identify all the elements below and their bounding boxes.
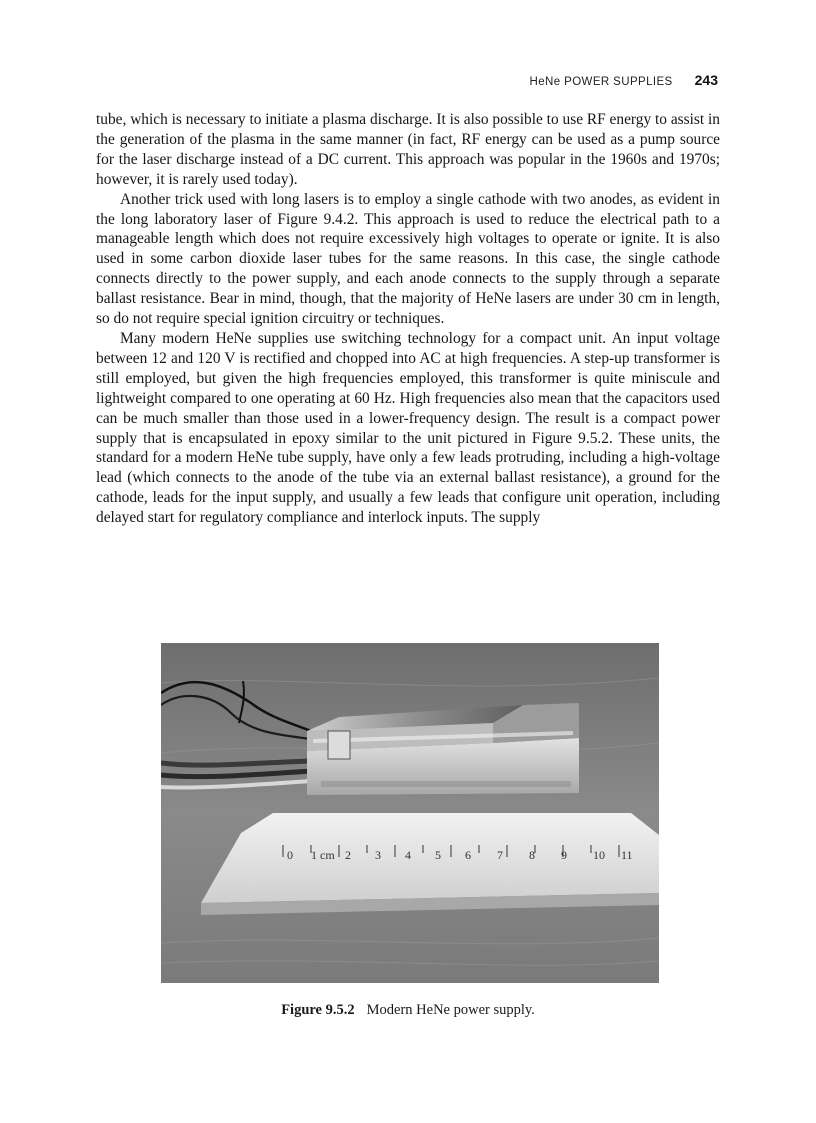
figure-label: Figure 9.5.2 — [281, 1002, 355, 1018]
ruler — [201, 813, 659, 915]
paragraph-3: Many modern HeNe supplies use switching technology for a compact unit. An input voltage between 12 and 120 V is rectified and chopped into AC at high frequencies. A step-up transformer is still employed, but given the high frequencies employed, this transformer is quite miniscule and lightweight compared to one operating at 60 Hz. High frequencies also mean that the capacitors used can be much smaller than those used in a lower-frequency design. The result is a compact power supply that is encapsulated in epoxy similar to the unit pictured in Figure 9.5.2. These units, the standard for a modern HeNe tube supply, have only a few leads protruding, including a high-voltage lead (which connects to the anode of the tube via an external ballast resistance), a ground for the cathode, leads for the input supply, and usually a few leads that configure unit operation, including delayed start for regulatory compliance and interlock inputs. The supply — [96, 329, 720, 527]
figure-caption — [96, 1002, 720, 1019]
ruler-mark: 11 — [621, 848, 633, 862]
ruler-mark: 4 — [405, 848, 411, 862]
ruler-mark: 9 — [561, 848, 567, 862]
ruler-mark: 10 — [593, 848, 605, 862]
running-title: HeNe POWER SUPPLIES — [529, 76, 673, 88]
page-number: 243 — [694, 72, 718, 88]
body-text — [96, 110, 720, 528]
ruler-mark: 7 — [497, 848, 503, 862]
ruler-mark: 2 — [345, 848, 351, 862]
ruler-mark: 5 — [435, 848, 441, 862]
paragraph-2: Another trick used with long lasers is to employ a single cathode with two anodes, as evident in the long laboratory laser of Figure 9.4.2. This approach is used to reduce the electrical path to a manageable length which does not require excessively high voltages to operate or ignite. It is also used in some carbon dioxide laser tubes for the same reasons. In this case, the single cathode connects directly to the power supply, and each anode connects to the supply through a separate ballast resistance. Bear in mind, though, that the majority of HeNe lasers are under 30 cm in length, so do not require special ignition circuitry or techniques. — [96, 190, 720, 328]
ruler-mark: 6 — [465, 848, 471, 862]
ruler-mark: 3 — [375, 848, 381, 862]
power-supply-photo — [161, 643, 659, 983]
figure-caption-text: Modern HeNe power supply. — [366, 1002, 535, 1018]
running-head — [96, 72, 718, 92]
figure-photo — [161, 643, 659, 983]
ruler-mark: 0 — [287, 848, 293, 862]
ruler-mark: 1 cm — [311, 848, 335, 862]
paragraph-1: tube, which is necessary to initiate a plasma discharge. It is also possible to use RF energy to assist in the generation of the plasma in the same manner (in fact, RF energy can be used as a pump source for the laser discharge instead of a DC current. This approach was popular in the 1960s and 1970s; however, it is rarely used today). — [96, 111, 720, 188]
label-sticker — [328, 731, 350, 759]
ruler-mark: 8 — [529, 848, 535, 862]
power-supply-box — [307, 703, 579, 795]
